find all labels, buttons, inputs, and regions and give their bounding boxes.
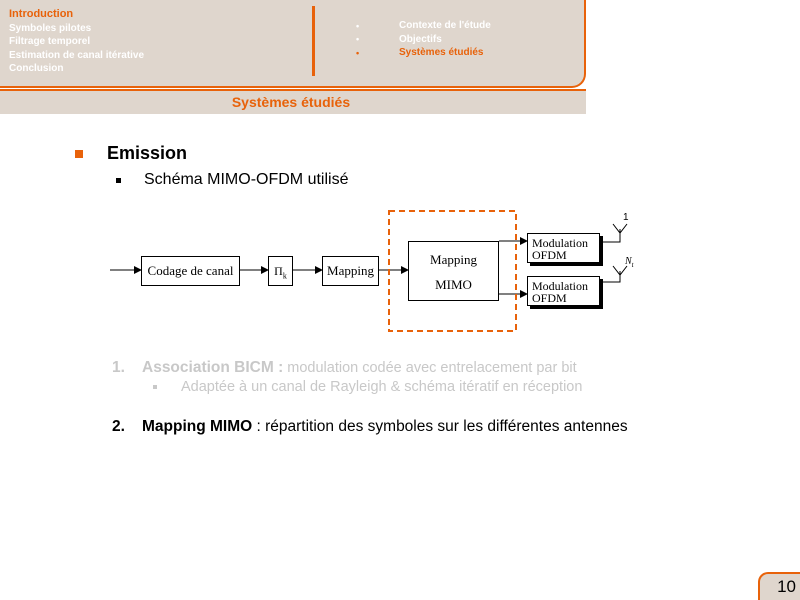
mod1-label-line1: Modulation (532, 236, 588, 250)
bullet-icon: • (356, 34, 360, 45)
square-bullet-icon (153, 385, 157, 389)
section-nav (9, 8, 144, 76)
wire-antenna-1 (602, 229, 620, 242)
header-panel (0, 0, 586, 88)
mod2-label-line2: OFDM (532, 291, 567, 305)
block-modulation-ofdm-2 (527, 276, 600, 306)
block-codage-label: Codage de canal (147, 263, 234, 278)
list-item-text: : répartition des symboles sur les différentes antennes (252, 418, 628, 435)
mimo-label-line2: MIMO (435, 277, 472, 292)
nav-section-filtrage-temporel[interactable]: Filtrage temporel (9, 36, 91, 47)
square-bullet-icon (75, 150, 83, 158)
mod1-label-line2: OFDM (532, 248, 567, 262)
mod2-label-line1: Modulation (532, 279, 588, 293)
page-number (758, 572, 800, 600)
list-item-title: Mapping MIMO (142, 418, 253, 435)
bullet-emission (75, 143, 187, 164)
header-divider (312, 6, 315, 76)
nav-section-symboles-pilotes[interactable]: Symboles pilotes (9, 22, 92, 34)
wire-antenna-nt (602, 271, 620, 282)
antenna-nt-subscript: t (631, 261, 634, 269)
nav-subsection-label: Objectifs (399, 33, 442, 45)
nav-subsection-label: Systèmes étudiés (399, 47, 484, 59)
slide-title: Systèmes étudiés (231, 94, 351, 110)
nav-section-introduction[interactable]: Introduction (9, 8, 74, 20)
list-item-title: Association BICM : (142, 359, 284, 376)
subsection-nav (356, 19, 491, 60)
slide-title-bar (0, 89, 586, 114)
nav-section-estimation[interactable]: Estimation de canal itérative (9, 49, 145, 61)
nav-subsection-contexte[interactable] (356, 19, 491, 33)
list-item-mapping-mimo (112, 418, 628, 436)
block-interleaver (268, 256, 293, 286)
nav-section-conclusion[interactable]: Conclusion (9, 63, 64, 74)
interleaver-symbol: Π (274, 264, 283, 278)
antenna-nt-label (625, 256, 634, 269)
list-item-text: modulation codée avec entrelacement par bit (283, 360, 577, 376)
nav-subsection-label: Contexte de l'étude (399, 20, 491, 32)
sub-item-rayleigh (153, 379, 582, 395)
sub-item-text: Adaptée à un canal de Rayleigh & schéma itératif en réception (181, 379, 583, 395)
bullet-icon: • (356, 47, 360, 58)
square-bullet-icon (116, 178, 121, 183)
block-mapping-mimo (408, 241, 499, 301)
page-number-text: 10 (777, 577, 796, 596)
block-mapping (322, 256, 379, 286)
nav-subsection-systemes[interactable] (356, 46, 491, 60)
interleaver-subscript: k (282, 271, 287, 281)
mimo-ofdm-diagram (108, 205, 648, 335)
bullet-schema (116, 171, 348, 189)
list-item-bicm (112, 359, 577, 377)
antenna-1-label: 1 (623, 212, 629, 223)
mimo-label-line1: Mapping (430, 252, 477, 267)
bullet-emission-text: Emission (107, 143, 188, 163)
bullet-icon: • (356, 20, 360, 31)
bullet-schema-text: Schéma MIMO-OFDM utilisé (144, 171, 349, 188)
block-codage-canal (141, 256, 240, 286)
nav-subsection-objectifs[interactable] (356, 33, 491, 47)
list-item-number: 2. (112, 418, 125, 435)
block-modulation-ofdm-1 (527, 233, 600, 263)
list-item-number: 1. (112, 359, 125, 376)
block-mapping-label: Mapping (327, 263, 374, 278)
antenna-nt-letter: N (625, 256, 632, 267)
